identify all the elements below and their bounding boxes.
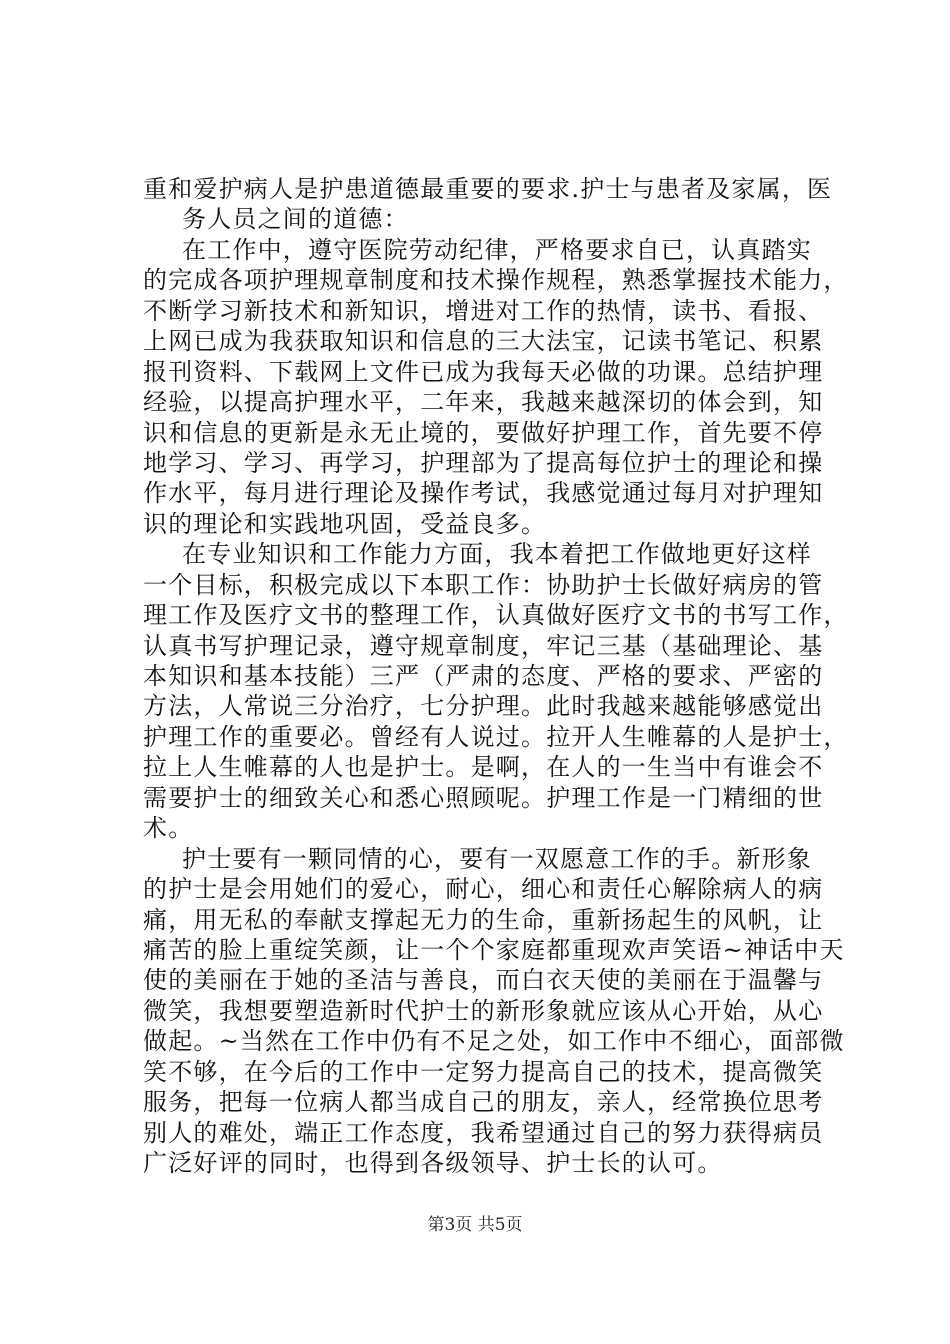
text-line: 痛，用无私的奉献支撑起无力的生命，重新扬起生的风帆，让 xyxy=(143,906,824,934)
paragraph-first-line: 护士要有一颗同情的心，要有一双愿意工作的手。新形象 xyxy=(182,845,812,873)
text-line: 识和信息的更新是永无止境的，要做好护理工作，首先要不停 xyxy=(143,419,824,447)
paragraph-first-line: 在工作中，遵守医院劳动纪律，严格要求自已，认真踏实 xyxy=(182,236,812,264)
text-line: 经验，以提高护理水平，二年来，我越来越深切的体会到，知 xyxy=(143,388,824,416)
text-line: 笑不够，在今后的工作中一定努力提高自己的技术，提高微笑 xyxy=(143,1058,824,1086)
text-line: 服务，把每一位病人都当成自己的朋友，亲人，经常换位思考 xyxy=(143,1088,824,1116)
text-line: 的完成各项护理规章制度和技术操作规程，熟悉掌握技术能力， xyxy=(143,266,849,294)
text-line: 别人的难处，端正工作态度，我希望通过自己的努力获得病员 xyxy=(143,1119,824,1147)
text-line: 做起。~当然在工作中仍有不足之处，如工作中不细心，面部微 xyxy=(143,1027,845,1055)
text-line: 微笑，我想要塑造新时代护士的新形象就应该从心开始，从心 xyxy=(143,997,824,1025)
text-line: 作水平，每月进行理论及操作考试，我感觉通过每月对护理知 xyxy=(143,479,824,507)
text-line: 需要护士的细致关心和悉心照顾呢。护理工作是一门精细的世 xyxy=(143,784,824,812)
text-line: 方法，人常说三分治疗，七分护理。此时我越来越能够感觉出 xyxy=(143,692,824,720)
text-line: 认真书写护理记录，遵守规章制度，牢记三基（基础理论、基 xyxy=(143,632,824,660)
text-line: 重和爱护病人是护患道德最重要的要求.护士与患者及家属，医 xyxy=(143,175,833,203)
page-footer: 第3页 共5页 xyxy=(427,1215,523,1235)
text-line: 本知识和基本技能）三严（严肃的态度、严格的要求、严密的 xyxy=(143,662,824,690)
text-line: 上网已成为我获取知识和信息的三大法宝，记读书笔记、积累 xyxy=(143,327,824,355)
text-line: 护理工作的重要必。曾经有人说过。拉开人生帷幕的人是护士， xyxy=(143,723,849,751)
text-line: 识的理论和实践地巩固，受益良多。 xyxy=(143,510,547,538)
text-line: 术。 xyxy=(143,814,194,842)
text-line: 一个目标，积极完成以下本职工作：协助护士长做好病房的管 xyxy=(143,571,824,599)
text-line: 广泛好评的同时，也得到各级领导、护士长的认可。 xyxy=(143,1149,723,1177)
text-line: 拉上人生帷幕的人也是护士。是啊，在人的一生当中有谁会不 xyxy=(143,753,824,781)
text-line: 使的美丽在于她的圣洁与善良，而白衣天使的美丽在于温馨与 xyxy=(143,966,824,994)
text-line: 痛苦的脸上重绽笑颜，让一个个家庭都重现欢声笑语~神话中天 xyxy=(143,936,845,964)
text-line: 不断学习新技术和新知识，增进对工作的热情，读书、看报、 xyxy=(143,297,824,325)
text-line: 理工作及医疗文书的整理工作，认真做好医疗文书的书写工作， xyxy=(143,601,849,629)
text-line: 的护士是会用她们的爱心，耐心，细心和责任心解除病人的病 xyxy=(143,875,824,903)
text-line: 务人员之间的道德： xyxy=(182,205,409,233)
paragraph-first-line: 在专业知识和工作能力方面，我本着把工作做地更好这样 xyxy=(182,540,812,568)
text-line: 地学习、学习、再学习，护理部为了提高每位护士的理论和操 xyxy=(143,449,824,477)
text-line: 报刊资料、下载网上文件已成为我每天必做的功课。总结护理 xyxy=(143,358,824,386)
